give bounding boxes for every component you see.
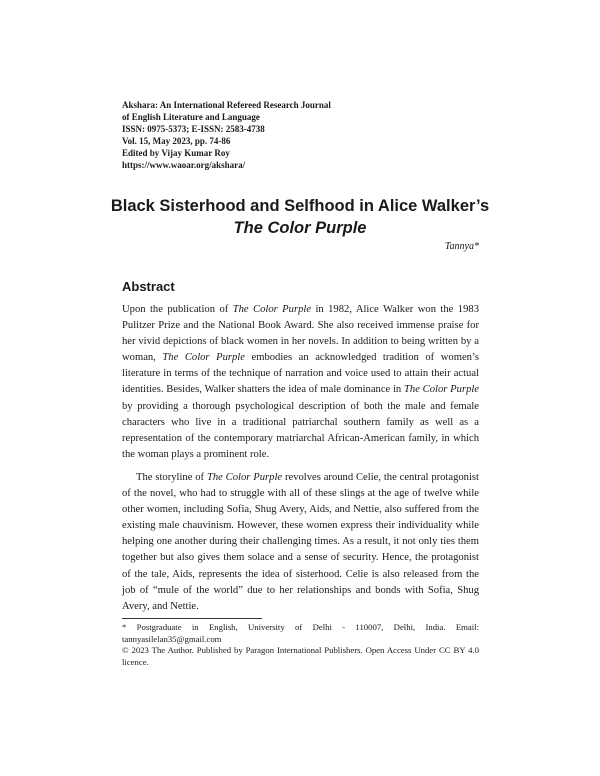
article-title — [100, 195, 500, 239]
author-name: Tannya* — [444, 241, 479, 252]
footnote — [122, 622, 479, 668]
journal-name: Akshara: An International Refereed Research Journal — [122, 100, 331, 110]
abstract-heading: Abstract — [122, 279, 175, 294]
book-title-italic: The Color Purple — [404, 384, 480, 396]
text-run: Upon the publication of — [122, 304, 233, 315]
book-title-italic: The Color Purple — [162, 352, 245, 364]
journal-issn: ISSN: 0975-5373; E-ISSN: 2583-4738 — [122, 124, 265, 134]
journal-header — [122, 99, 422, 171]
book-title-italic: The Color Purple — [232, 304, 312, 315]
article-title-line1: Black Sisterhood and Selfhood in Alice Walker’s — [110, 197, 490, 215]
abstract-paragraph-2 — [122, 470, 479, 615]
text-run: The storyline of — [136, 471, 207, 483]
journal-url[interactable]: https://www.waoar.org/akshara/ — [122, 160, 246, 170]
footnote-copyright: © 2023 The Author. Published by Paragon International Publishers. Open Access Under CC BY 4.0 licence. — [122, 645, 479, 667]
article-title-line2: The Color Purple — [233, 219, 367, 237]
footnote-divider — [122, 618, 262, 619]
text-run: revolves around Celie, the central protagonist of the novel, who had to struggle with all of these slings at the age of twelve while other women, including Sofia, Shug Avery, Aids, and Nettie, also suffered from the existing male chauvinism. However, these women express their individuality while helping one another during their challenging times. As a result, it not only ties them together but also gives them solace and a sense of security. Hence, the protagonist of the tale, Aids, represents the idea of sisterhood. Celie is also released from the job of “mule of the world” due to her relationships and bonds with Sofia, Shug Avery, and Nettie. — [122, 471, 479, 612]
abstract-body — [122, 302, 479, 615]
journal-subtitle: of English Literature and Language — [122, 112, 260, 122]
journal-editor: Edited by Vijay Kumar Roy — [122, 148, 230, 158]
book-title-italic: The Color Purple — [206, 471, 283, 483]
text-run: embodies an acknowledged tradition of women’s literature in terms of the technique of narration and voice used to attain their actual identities. Besides, Walker shatters the idea of male dominance in — [122, 352, 480, 396]
text-run: in 1982, Alice Walker won the 1983 Pulitzer Prize and the National Book Award. She also received immense praise for her vivid depictions of black women in her novels. In addition to being written by a woman, — [122, 304, 479, 364]
journal-volume: Vol. 15, May 2023, pp. 74-86 — [122, 136, 231, 146]
footnote-affiliation: * Postgraduate in English, University of Delhi - 110007, Delhi, India. Email: tannyasilelan35@gmail.com — [122, 622, 479, 644]
abstract-paragraph-1 — [122, 302, 479, 463]
text-run: by providing a thorough psychological description of both the male and female characters who live in a traditional patriarchal southern family as well as a representation of the contemporary matriarchal African-American family, in which the woman plays a prominent role. — [122, 400, 479, 460]
